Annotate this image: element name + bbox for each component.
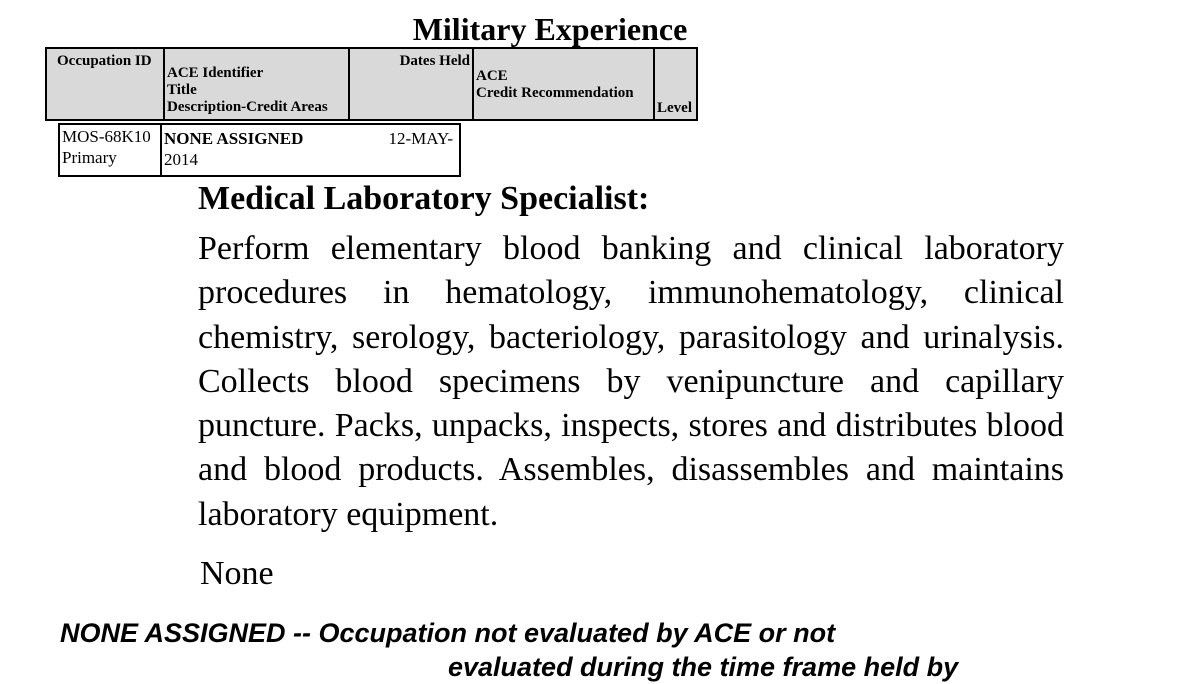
occupation-type: Primary xyxy=(62,148,117,167)
header-ace-identifier xyxy=(165,49,350,119)
page-title: Military Experience xyxy=(412,11,688,47)
header-description-label: Description-Credit Areas xyxy=(167,99,328,115)
header-credit-recommendation xyxy=(474,49,655,119)
table-header xyxy=(45,47,698,121)
header-level: Level xyxy=(657,100,692,116)
header-title-label: Title xyxy=(167,82,197,98)
occupation-description: Perform elementary blood banking and clinical laboratory procedures in hematology, immunohematology, clinical chemistry, serology, bacteriology, parasitology and urinalysis. Collects blood specimens by venipuncture and capillary puncture. Packs, unpacks, inspects, stores and distributes blood and blood products. Assembles, disassembles and maintains laboratory equipment. xyxy=(198,230,1064,533)
header-credit-label: Credit Recommendation xyxy=(476,85,634,101)
dates-held-start: 12-MAY- xyxy=(388,129,453,148)
header-ace-label: ACE xyxy=(476,68,508,84)
footnote-line-1: NONE ASSIGNED -- Occupation not evaluated by ACE or not xyxy=(60,618,836,648)
header-ace-identifier-label: ACE Identifier xyxy=(167,65,264,81)
occupation-title: Medical Laboratory Specialist: xyxy=(198,180,650,217)
ace-identifier: NONE ASSIGNED xyxy=(164,129,304,148)
occupation-id-cell xyxy=(60,125,162,175)
dates-held-year: 2014 xyxy=(164,150,198,169)
header-dates-held: Dates Held xyxy=(350,49,474,119)
footnote xyxy=(60,616,1060,684)
ace-identifier-cell xyxy=(162,125,459,175)
credit-areas: None xyxy=(200,555,274,592)
footnote-line-2: evaluated during the time frame held by xyxy=(448,652,959,682)
occupation-row xyxy=(58,123,461,177)
occupation-id: MOS-68K10 xyxy=(62,127,151,146)
header-occupation-id: Occupation ID xyxy=(47,49,165,119)
